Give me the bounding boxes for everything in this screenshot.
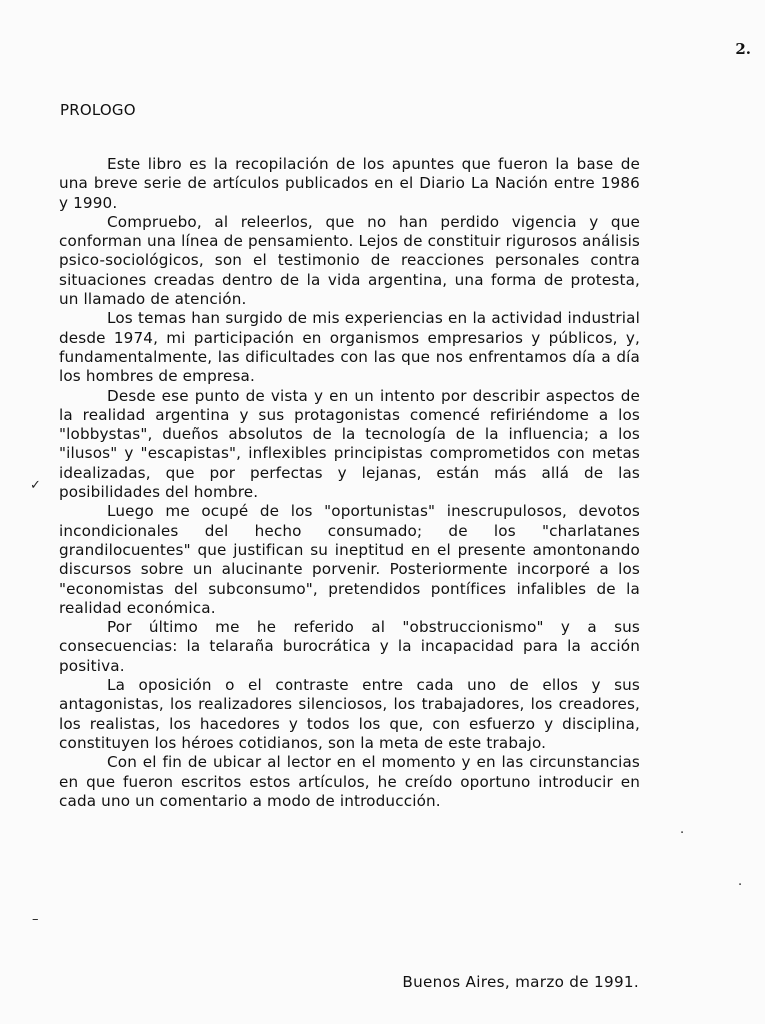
prologue-body [59, 155, 640, 811]
paragraph: Este libro es la recopilación de los apuntes que fueron la base de una breve serie de artículos publicados en el Diario La Nación entre 1986 y 1990. [59, 155, 640, 212]
stray-mark: · [680, 826, 685, 841]
paragraph: Compruebo, al releerlos, que no han perdido vigencia y que conforman una línea de pensamiento. Lejos de constituir rigurosos análisis psico-sociológicos, son el testimonio de reacciones personales contra situaciones creadas dentro de la vida argentina, una forma de protesta, un llamado de atención. [59, 212, 640, 309]
paragraph: Desde ese punto de vista y en un intento por describir aspectos de la realidad argentina y sus protagonistas comencé refiriéndome a los "lobbystas", dueños absolutos de la tecnología de la influencia; a los "ilusos" y "escapistas", inflexibles principistas comprometidos con metas idealizadas, que por perfectas y lejanas, están más allá de las posibilidades del hombre. [59, 386, 640, 502]
paragraph: Con el fin de ubicar al lector en el momento y en las circunstancias en que fueron escritos estos artículos, he creído oportuno introducir en cada uno un comentario a modo de introducción. [59, 753, 640, 810]
page-title: PROLOGO [60, 101, 136, 119]
stray-mark: ✓ [30, 478, 41, 493]
stray-mark: – [32, 912, 39, 927]
paragraph: Los temas han surgido de mis experiencias en la actividad industrial desde 1974, mi participación en organismos empresarios y públicos, y, fundamentalmente, las dificultades con las que nos enfrentamos día a día los hombres de empresa. [59, 309, 640, 386]
paragraph: La oposición o el contraste entre cada uno de ellos y sus antagonistas, los realizadores silenciosos, los trabajadores, los creadores, los realistas, los hacedores y todos los que, con esfuerzo y disciplina, constituyen los héroes cotidianos, son la meta de este trabajo. [59, 676, 640, 752]
page-number: 2. [735, 40, 751, 58]
paragraph: Luego me ocupé de los "oportunistas" inescrupulosos, devotos incondicionales del hecho consumado; de los "charlatanes grandilocuentes" que justifican su ineptitud en el presente amontonando discursos sobre un alucinante porvenir. Posteriormente incorporé a los "economistas del subconsumo", pretendidos pontífices infalibles de la realidad económica. [59, 502, 640, 617]
stray-mark: · [738, 878, 743, 893]
place-date-signature: Buenos Aires, marzo de 1991. [402, 973, 639, 991]
bleed-through-texture [110, 93, 670, 112]
paragraph: Por último me he referido al "obstruccionismo" y a sus consecuencias: la telaraña burocrática y la incapacidad para la acción positiva. [59, 618, 640, 675]
